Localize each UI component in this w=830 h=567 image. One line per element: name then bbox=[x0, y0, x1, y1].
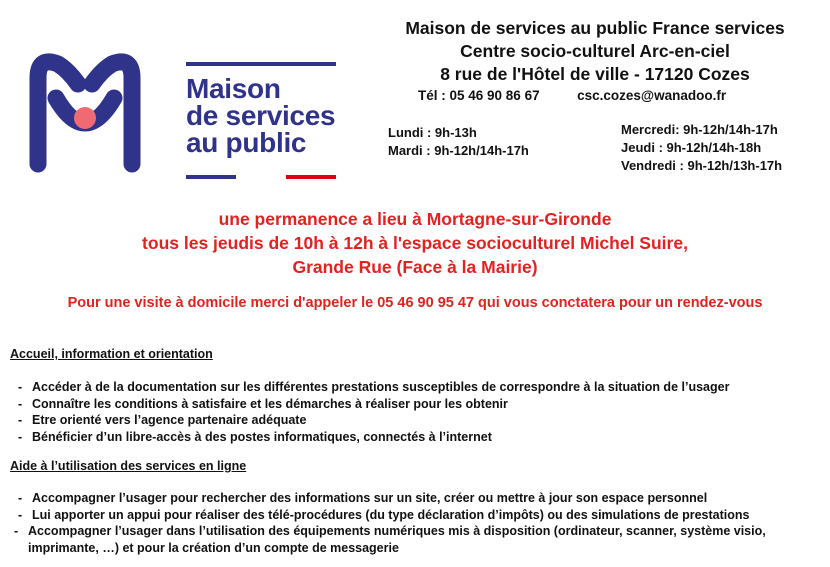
contact-line bbox=[418, 88, 726, 103]
list-item: - Connaître les conditions à satisfaire et les démarches à réaliser pour les obtenir bbox=[18, 396, 818, 413]
list-item: - Accompagner l’usager dans l’utilisation des équipements numériques mis à disposition (ordinateur, scanner, système visio, imprimante, …) et pour la création d’un compte de messagerie bbox=[14, 523, 826, 556]
list-item: - Lui apporter un appui pour réaliser des télé-procédures (du type déclaration d’impôts) ou des simulations de prestations bbox=[18, 507, 826, 524]
section-title-services-en-ligne: Aide à l’utilisation des services en ligne bbox=[10, 459, 247, 473]
phone-number: Tél : 05 46 90 86 67 bbox=[418, 88, 540, 103]
hours-monday: Lundi : 9h-13h bbox=[388, 125, 477, 140]
section-list-accueil bbox=[18, 379, 818, 445]
section-title-accueil: Accueil, information et orientation bbox=[10, 347, 213, 361]
hours-right bbox=[621, 121, 782, 175]
logo-text-line: de services bbox=[186, 100, 336, 131]
email-address[interactable]: csc.cozes@wanadoo.fr bbox=[577, 88, 727, 103]
logo-rule-bottom bbox=[186, 175, 336, 179]
list-item: - Etre orienté vers l’agence partenaire adéquate bbox=[18, 412, 818, 429]
hours-wednesday: Mercredi: 9h-12h/14h-17h bbox=[621, 122, 778, 137]
permanence-notice bbox=[0, 207, 830, 279]
list-item: - Bénéficier d’un libre-accès à des postes informatiques, connectés à l’internet bbox=[18, 429, 818, 446]
logo-text-line: Maison bbox=[186, 73, 281, 104]
header-title: Maison de services au public France services bbox=[405, 18, 785, 38]
hours-friday: Vendredi : 9h-12h/13h-17h bbox=[621, 158, 783, 173]
list-item: - Accompagner l’usager pour rechercher des informations sur un site, créer ou mettre à jour son espace personnel bbox=[18, 490, 826, 507]
logo-rule-top bbox=[186, 62, 336, 66]
list-item: - Accéder à de la documentation sur les différentes prestations susceptibles de correspondre à la situation de l’usager bbox=[18, 379, 818, 396]
hours-left bbox=[388, 124, 529, 160]
permanence-line: tous les jeudis de 10h à 12h à l'espace socioculturel Michel Suire, bbox=[142, 233, 688, 253]
msap-logo-icon bbox=[22, 38, 148, 178]
header-subtitle: Centre socio-culturel Arc-en-ciel bbox=[460, 41, 730, 61]
section-list-services-en-ligne bbox=[18, 490, 826, 556]
header-address: 8 rue de l'Hôtel de ville - 17120 Cozes bbox=[440, 64, 750, 84]
logo-wordmark bbox=[186, 75, 335, 156]
home-visit-notice: Pour une visite à domicile merci d'appeler le 05 46 90 95 47 qui vous conctatera pour un rendez-vous bbox=[67, 295, 763, 311]
permanence-line: une permanence a lieu à Mortagne-sur-Gironde bbox=[218, 209, 612, 229]
hours-tuesday: Mardi : 9h-12h/14h-17h bbox=[388, 143, 529, 158]
hours-thursday: Jeudi : 9h-12h/14h-18h bbox=[621, 140, 762, 155]
logo-text-line: au public bbox=[186, 127, 307, 158]
permanence-line: Grande Rue (Face à la Mairie) bbox=[292, 257, 538, 277]
